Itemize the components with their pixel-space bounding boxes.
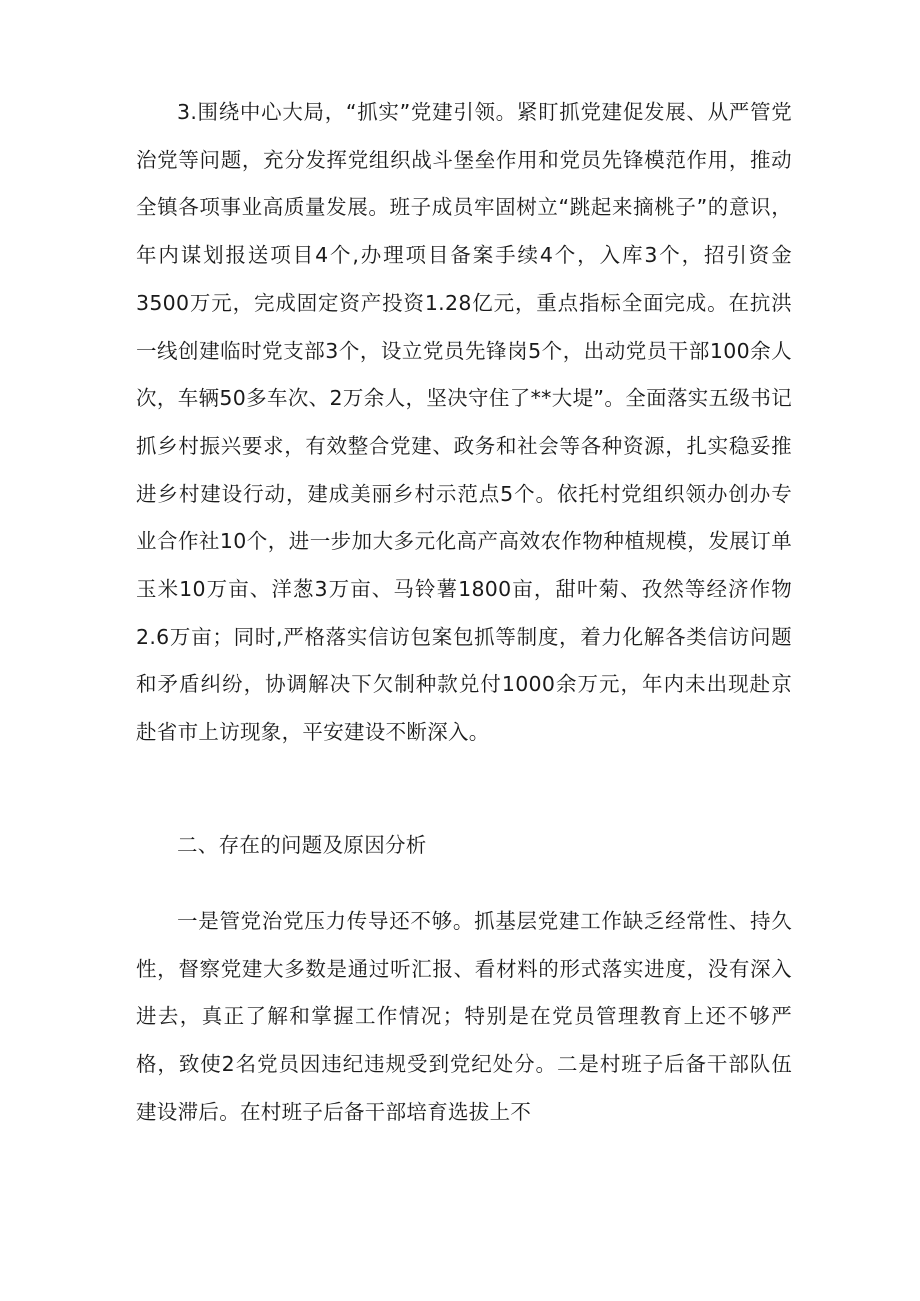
paragraph-problems-analysis: 一是管党治党压力传导还不够。抓基层党建工作缺乏经常性、持久性，督察党建大多数是通过听汇报、看材料的形式落实进度，没有深入进去，真正了解和掌握工作情况；特别是在党员管理教育上还不够严格，致使2名党员因违纪违规受到党纪处分。二是村班子后备干部队伍建设滞后。在村班子后备干部培育选拔上不 [136,909,792,1124]
section-heading-problems: 二、存在的问题及原因分析 [177,833,427,857]
paragraph-party-building-achievements: 3.围绕中心大局，“抓实”党建引领。紧盯抓党建促发展、从严管党治党等问题，充分发挥党组织战斗堡垒作用和党员先锋模范作用，推动全镇各项事业高质量发展。班子成员牢固树立“跳起来摘桃子”的意识，年内谋划报送项目4个,办理项目备案手续4个，入库3个，招引资金3500万元，完成固定资产投资1.28亿元，重点指标全面完成。在抗洪一线创建临时党支部3个，设立党员先锋岗5个，出动党员干部100余人次，车辆50多车次、2万余人，坚决守住了**大堤”。全面落实五级书记抓乡村振兴要求，有效整合党建、政务和社会等各种资源，扎实稳妥推进乡村建设行动，建成美丽乡村示范点5个。依托村党组织领办创办专业合作社10个，进一步加大多元化高产高效农作物种植规模，发展订单玉米10万亩、洋葱3万亩、马铃薯1800亩，甜叶菊、孜然等经济作物2.6万亩；同时,严格落实信访包案包抓等制度，着力化解各类信访问题和矛盾纠纷，协调解决下欠制种款兑付1000余万元，年内未出现赴京赴省市上访现象，平安建设不断深入。 [136,100,792,745]
